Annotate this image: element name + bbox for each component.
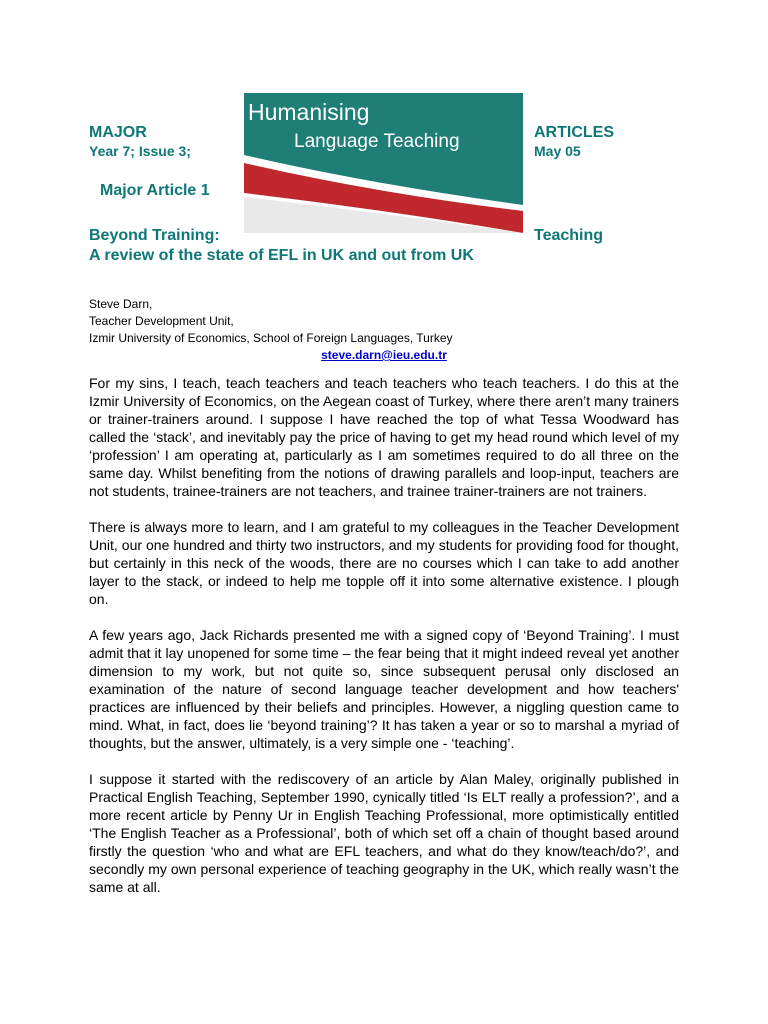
author-email-link[interactable]: steve.darn@ieu.edu.tr [321,348,447,362]
header-right [534,124,614,160]
header-left [89,124,191,160]
title-line-1-right: Teaching [534,227,604,244]
logo-line-1: Humanising [248,99,370,125]
author-name: Steve Darn, [89,297,153,311]
humanising-language-teaching-logo [244,93,523,233]
author-unit: Teacher Development Unit, [89,314,234,328]
paragraph: I suppose it started with the rediscovery of an article by Alan Maley, originally published in Practical English Teaching, September 1990, cynically titled ‘Is ELT really a profession?’, and a more recent article by Penny Ur in English Teaching Professional, more optimistically entitled ‘The English Teacher as a Professional’, both of which set off a chain of thought based around firstly the question ‘who and what are EFL teachers, and what do they know/teach/do?’, and secondly my own personal experience of teaching geography in the UK, which really wasn’t the same at all. [89,771,679,895]
logo-line-2: Language Teaching [294,131,460,152]
paragraph: For my sins, I teach, teach teachers and teach teachers who teach teachers. I do this at the Izmir University of Economics, on the Aegean coast of Turkey, where there aren’t many trainers or trainer-trainers around. I suppose I have reached the top of what Tessa Woodward has called the ‘stack’, and inevitably pay the price of having to get my head round which level of my ‘profession’ I am operating at, particularly as I am sometimes required to do all three on the same day. Whilst benefiting from the notions of drawing parallels and loop-input, teachers are not students, trainee-trainers are not teachers, and trainee trainer-trainers are not trainers. [89,375,679,499]
article-title [89,226,474,266]
title-line-2: A review of the state of EFL in UK and out from UK [89,247,474,264]
paragraph: There is always more to learn, and I am grateful to my colleagues in the Teacher Development Unit, our one hundred and thirty two instructors, and my students for providing food for thought, but certainly in this neck of the woods, there are no courses which I can take to add another layer to the stack, or indeed to help me topple off it into some alternative existence. I plough on. [89,519,679,607]
author-affiliation: Izmir University of Economics, School of Foreign Languages, Turkey [89,331,453,345]
section-label: MAJOR [89,124,147,141]
author-block [89,296,679,364]
article-body [89,374,679,914]
section-label-right: ARTICLES [534,124,614,141]
paragraph: A few years ago, Jack Richards presented me with a signed copy of ‘Beyond Training’. I must admit that it lay unopened for some time – the fear being that it might indeed reveal yet another dimension to my work, but not quite so, since subsequent perusal only disclosed an examination of the nature of second language teacher development and how teachers' practices are influenced by their beliefs and principles. However, a niggling question came to mind. What, in fact, does lie ‘beyond training’? It has taken a year or so to marshal a myriad of thoughts, but the answer, ultimately, is a very simple one - ‘teaching’. [89,627,679,751]
issue-label: Year 7; Issue 3; [89,143,191,159]
article-number: Major Article 1 [100,182,210,199]
date-label: May 05 [534,143,581,159]
title-line-1: Beyond Training: [89,227,220,244]
